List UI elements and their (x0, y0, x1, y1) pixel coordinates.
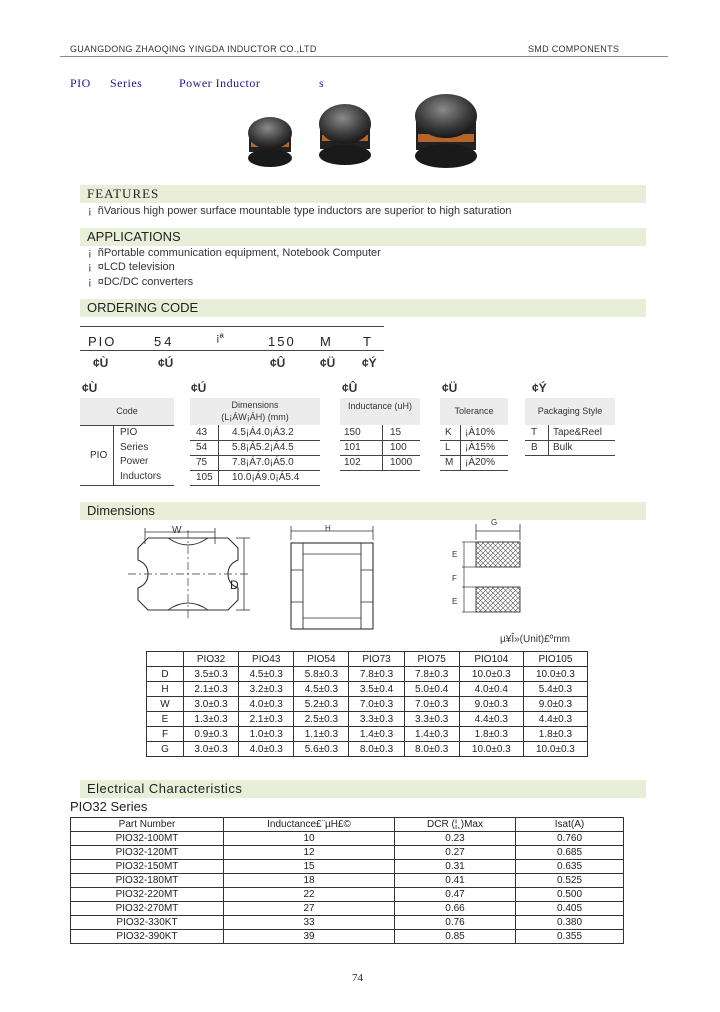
electrical-heading: Electrical Characteristics (87, 781, 243, 796)
packaging-value: Tape&Reel (553, 427, 602, 438)
application-item: ¡ ñPortable communication equipment, Notebook Computer (88, 247, 381, 259)
company-name: GUANGDONG ZHAOQING YINGDA INDUCTOR CO.,LTD (70, 44, 317, 54)
feature-item: ¡ ñVarious high power surface mountable type inductors are superior to high saturation (88, 205, 512, 217)
ordering-heading: ORDERING CODE (87, 300, 199, 315)
table-row: F 0.9±0.3 1.0±0.3 1.1±0.3 1.4±0.3 1.4±0.3 1.8±0.3 1.8±0.3 (147, 727, 588, 742)
dim-value: 10.0¡Á9.0¡Á5.4 (232, 472, 300, 483)
code-header: Code (80, 398, 174, 425)
application-item: ¡ ¤DC/DC converters (88, 276, 194, 288)
dimensions-header: Dimensions (L¡ÁW¡ÁH) (mm) (190, 398, 320, 425)
column-markers: ¢Ù ¢Ú ¢Û ¢Ü ¢Ý (82, 381, 547, 395)
dim-value: 7.8¡Á7.0¡Á5.0 (232, 457, 294, 468)
top-view-drawing (120, 522, 255, 627)
tolerance-code: M (445, 457, 454, 468)
table-row: W 3.0±0.3 4.0±0.3 5.2±0.3 7.0±0.3 7.0±0.3 9.0±0.3 9.0±0.3 (147, 697, 588, 712)
tolerance-value: ¡À10% (465, 427, 496, 438)
inductance-value: 100 (390, 442, 407, 453)
label-h: H (325, 524, 331, 533)
electrical-table (70, 817, 624, 944)
series-title: PIO32 Series (70, 799, 148, 814)
title-suffix: s (319, 76, 325, 90)
code-name: PIO (90, 450, 108, 461)
code-markers: ¢Ù ¢Ú ¢Û ¢Ü ¢Ý (93, 356, 377, 370)
side-view-drawing (283, 520, 383, 635)
inductor-small (248, 117, 292, 167)
category-label: SMD COMPONENTS (528, 44, 620, 54)
ordering-section-header (80, 299, 646, 317)
tolerance-code: K (445, 427, 452, 438)
code-rule-top (80, 326, 384, 327)
inductance-value: 1000 (390, 457, 413, 468)
table-row: PIO32-270MT 27 0.66 0.405 (71, 902, 624, 916)
dim-code: 75 (196, 457, 208, 468)
tolerance-header: Tolerance (440, 398, 508, 425)
dimensions-section-header (80, 502, 646, 520)
code-desc: Inductors (120, 471, 162, 482)
table-row: H 2.1±0.3 3.2±0.3 4.5±0.3 3.5±0.4 5.0±0.4 4.0±0.4 5.4±0.3 (147, 682, 588, 697)
dim-code: 105 (196, 472, 213, 483)
label-g: G (491, 518, 498, 527)
table-row: E 1.3±0.3 2.1±0.3 2.5±0.3 3.3±0.3 3.3±0.3 4.4±0.3 4.4±0.3 (147, 712, 588, 727)
table-row: PIO32-180MT 18 0.41 0.525 (71, 874, 624, 888)
label-e-bottom: E (452, 597, 458, 606)
packaging-value: Bulk (553, 442, 573, 453)
applications-heading: APPLICATIONS (87, 229, 181, 244)
applications-section-header (80, 228, 646, 246)
features-heading: FEATURES (87, 186, 160, 201)
label-w: W (172, 525, 182, 536)
application-item: ¡ ¤LCD television (88, 261, 175, 273)
table-row: PIO32-150MT 15 0.31 0.635 (71, 860, 624, 874)
tolerance-value: ¡À15% (465, 442, 496, 453)
code-desc: Series (120, 442, 149, 453)
table-row: PIO32-120MT 12 0.27 0.685 (71, 846, 624, 860)
label-d: D (230, 578, 239, 592)
inductance-code: 102 (344, 457, 361, 468)
dim-value: 4.5¡Á4.0¡Á3.2 (232, 427, 294, 438)
table-row: PIO32-100MT 10 0.23 0.760 (71, 832, 624, 846)
table-row: G 3.0±0.3 4.0±0.3 5.6±0.3 8.0±0.3 8.0±0.3 10.0±0.3 10.0±0.3 (147, 742, 588, 757)
table-row: PIO32-390KT 39 0.85 0.355 (71, 930, 624, 944)
product-photo (240, 92, 480, 178)
label-e-top: E (452, 550, 458, 559)
inductor-large (415, 94, 477, 168)
packaging-code: T (531, 427, 538, 438)
dimensions-heading: Dimensions (87, 503, 155, 518)
dim-code: 43 (196, 427, 208, 438)
electrical-section-header (80, 780, 646, 798)
dim-code: 54 (196, 442, 208, 453)
land-pattern-drawing (448, 518, 528, 620)
table-row: PIO32-220MT 22 0.47 0.500 (71, 888, 624, 902)
code-rule-bottom (80, 350, 384, 351)
packaging-code: B (531, 442, 538, 453)
header-rule (60, 56, 668, 57)
unit-note: µ¥Î»(Unit)£ºmm (500, 634, 570, 645)
title-product: Power Inductor (179, 76, 261, 90)
features-section-header (80, 185, 646, 203)
inductor-medium (319, 104, 371, 165)
label-f: F (452, 574, 457, 583)
inductance-value: 15 (390, 427, 402, 438)
inductance-code: 150 (344, 427, 361, 438)
title-series-code: PIO (70, 76, 91, 90)
inductance-header: Inductance (uH) (340, 398, 420, 425)
table-header-row: PIO32 PIO43 PIO54 PIO73 PIO75 PIO104 PIO105 (147, 652, 588, 667)
code-desc: Power (120, 456, 149, 467)
tolerance-code: L (445, 442, 451, 453)
table-header-row: Part Number Inductance£¨µH£© DCR (¦¸)Max Isat(A) (71, 818, 624, 832)
inductance-code: 101 (344, 442, 361, 453)
table-row: D 3.5±0.3 4.5±0.3 5.8±0.3 7.8±0.3 7.8±0.3 10.0±0.3 10.0±0.3 (147, 667, 588, 682)
code-desc: PIO (120, 427, 138, 438)
title-series-word: Series (110, 76, 143, 90)
dim-value: 5.8¡Á5.2¡Á4.5 (232, 442, 294, 453)
tolerance-value: ¡À20% (465, 457, 496, 468)
page-number: 74 (352, 972, 363, 984)
packaging-header: Packaging Style (525, 398, 615, 425)
dimensions-table (146, 651, 588, 757)
table-row: PIO32-330KT 33 0.76 0.380 (71, 916, 624, 930)
